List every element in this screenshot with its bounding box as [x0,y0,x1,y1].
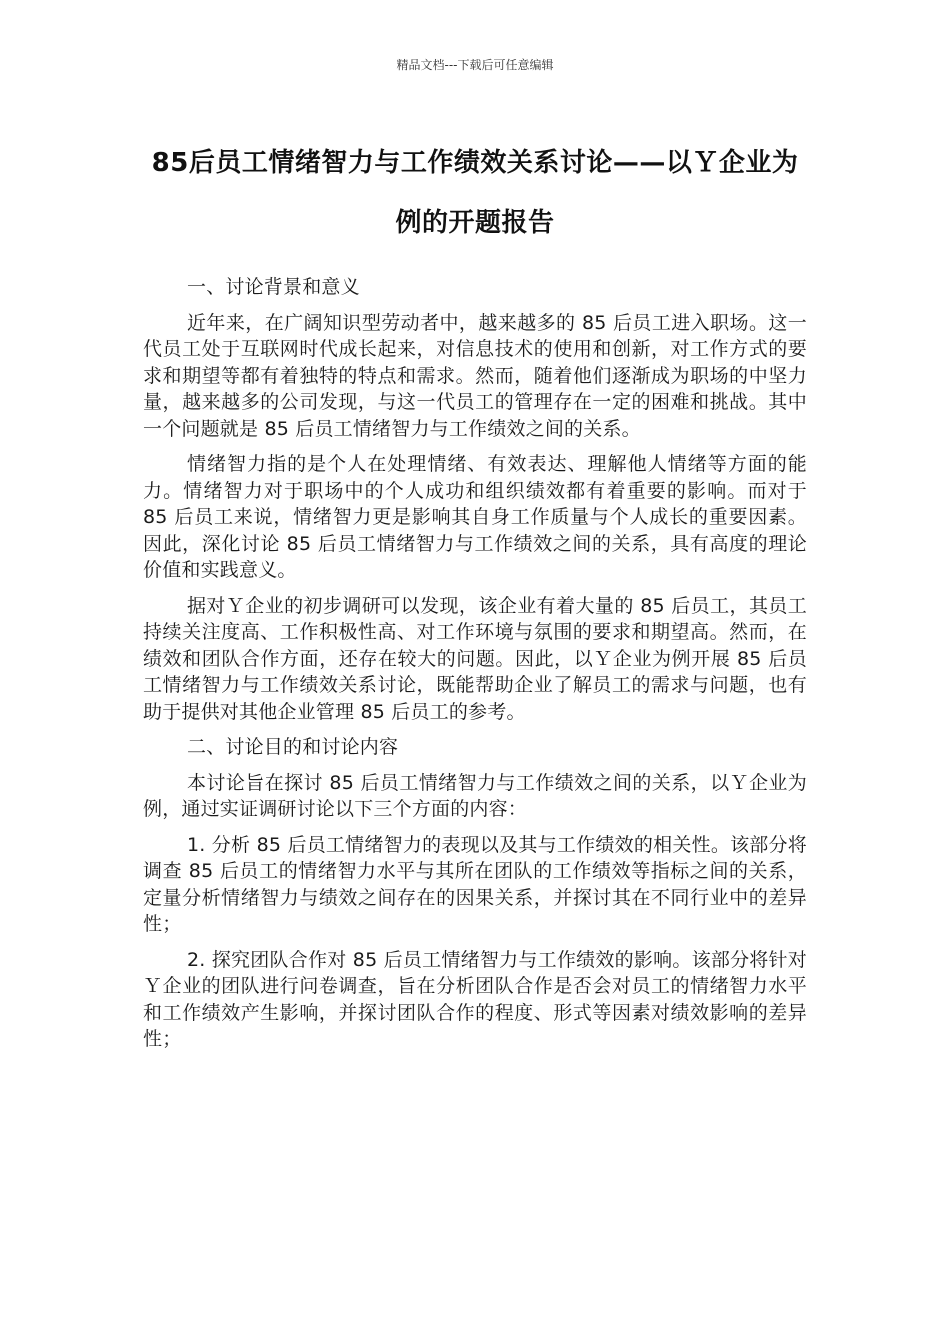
paragraph-background-2: 情绪智力指的是个人在处理情绪、有效表达、理解他人情绪等方面的能力。情绪智力对于职场中的个人成功和组织绩效都有着重要的影响。而对于 85 后员工来说，情绪智力更是影响其自身工作质量与个人成长的重要因素。因此，深化讨论 85 后员工情绪智力与工作绩效之间的关系，具有高度的理论价值和实践意义。 [143,453,807,581]
section-heading-background: 一、讨论背景和意义 [187,276,360,298]
paragraph-purpose-intro: 本讨论旨在探讨 85 后员工情绪智力与工作绩效之间的关系，以Ｙ企业为例，通过实证调研讨论以下三个方面的内容： [143,771,807,820]
document-body [143,274,807,1062]
paragraph-background-3: 据对Ｙ企业的初步调研可以发现，该企业有着大量的 85 后员工，其员工持续关注度高、工作积极性高、对工作环境与氛围的要求和期望高。然而，在绩效和团队合作方面，还存在较大的问题。因此，以Ｙ企业为例开展 85 后员工情绪智力与工作绩效关系讨论，既能帮助企业了解员工的需求与问题，也有助于提供对其他企业管理 85 后员工的参考。 [143,594,807,723]
paragraph-purpose-item-2: 2. 探究团队合作对 85 后员工情绪智力与工作绩效的影响。该部分将针对Ｙ企业的团队进行问卷调查，旨在分析团队合作是否会对员工的情绪智力水平和工作绩效产生影响，并探讨团队合作的程度、形式等因素对绩效影响的差异性； [143,948,807,1050]
paragraph-background-1: 近年来，在广阔知识型劳动者中，越来越多的 85 后员工进入职场。这一代员工处于互联网时代成长起来，对信息技术的使用和创新，对工作方式的要求和期望等都有着独特的特点和需求。然而，随着他们逐渐成为职场的中坚力量，越来越多的公司发现，与这一代员工的管理存在一定的困难和挑战。其中一个问题就是 85 后员工情绪智力与工作绩效之间的关系。 [143,311,807,440]
document-title: 85后员工情绪智力与工作绩效关系讨论——以Ｙ企业为例的开题报告 [151,148,799,238]
paragraph-purpose-item-1: 1. 分析 85 后员工情绪智力的表现以及其与工作绩效的相关性。该部分将调查 85 后员工的情绪智力水平与其所在团队的工作绩效等指标之间的关系，定量分析情绪智力与绩效之间存在的因果关系，并探讨其在不同行业中的差异性； [143,833,807,935]
header-note: 精品文档---下载后可任意编辑 [396,58,554,72]
section-heading-purpose: 二、讨论目的和讨论内容 [187,736,399,758]
